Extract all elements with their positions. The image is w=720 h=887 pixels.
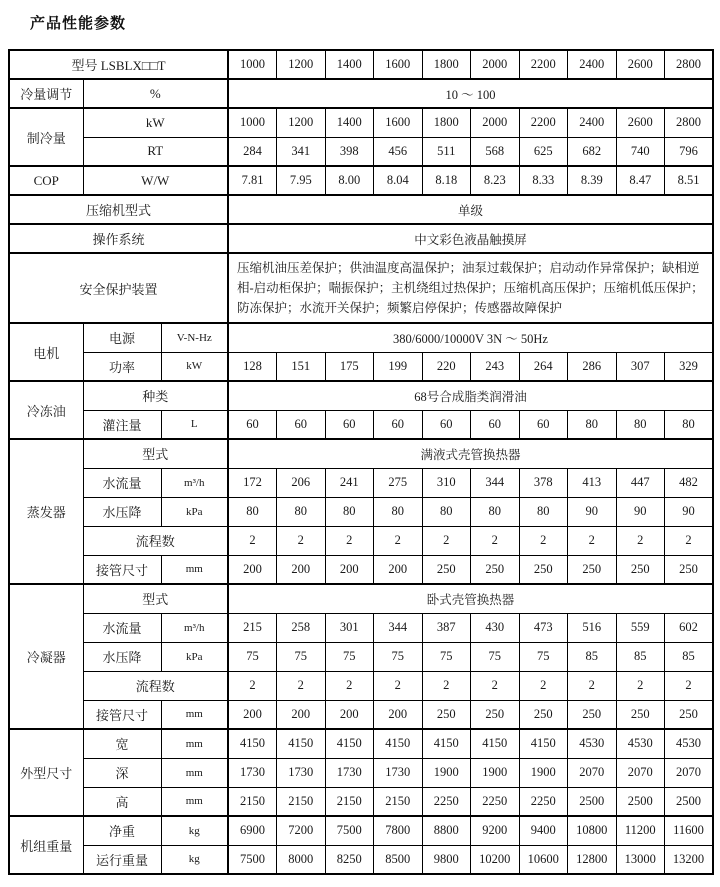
row-label-cell: 流程数: [83, 671, 228, 700]
value-cell: 310: [422, 468, 471, 497]
value-cell: 128: [228, 352, 277, 381]
value-cell: 2: [519, 671, 568, 700]
table-row: [9, 671, 713, 700]
value-cell: 250: [422, 700, 471, 729]
value-cell: 2600: [616, 108, 665, 137]
value-cell: 80: [665, 410, 714, 439]
value-cell: 7200: [277, 816, 326, 845]
value-cell: 68号合成脂类润滑油: [228, 381, 713, 410]
row-label-cell: %: [83, 79, 228, 108]
value-cell: 2: [568, 671, 617, 700]
row-label-cell: 高: [83, 787, 161, 816]
value-cell: 9800: [422, 845, 471, 874]
value-cell: 199: [374, 352, 423, 381]
page-title: 产品性能参数: [30, 16, 127, 32]
value-cell: 378: [519, 468, 568, 497]
value-cell: 264: [519, 352, 568, 381]
value-cell: 2: [325, 671, 374, 700]
value-cell: 7500: [325, 816, 374, 845]
value-cell: 250: [665, 700, 714, 729]
value-cell: 90: [568, 497, 617, 526]
value-cell: 8.00: [325, 166, 374, 195]
value-cell: 80: [422, 497, 471, 526]
value-cell: 2150: [228, 787, 277, 816]
table-row: [9, 410, 713, 439]
value-cell: 4530: [616, 729, 665, 758]
model-cell: 2200: [519, 50, 568, 79]
value-cell: 2800: [665, 108, 714, 137]
table-row: [9, 497, 713, 526]
value-cell: 200: [374, 700, 423, 729]
value-cell: 85: [665, 642, 714, 671]
value-cell: 2000: [471, 108, 520, 137]
row-label-cell: 冷量调节: [9, 79, 83, 108]
value-cell: 200: [374, 555, 423, 584]
value-cell: 4150: [325, 729, 374, 758]
value-cell: 175: [325, 352, 374, 381]
value-cell: 200: [228, 555, 277, 584]
value-cell: 473: [519, 613, 568, 642]
unit-cell: mm: [161, 555, 228, 584]
value-cell: 250: [665, 555, 714, 584]
value-cell: 4150: [374, 729, 423, 758]
value-cell: 2: [471, 671, 520, 700]
value-cell: 75: [471, 642, 520, 671]
unit-cell: kg: [161, 845, 228, 874]
table-row: [9, 468, 713, 497]
row-label-cell: 接管尺寸: [83, 555, 161, 584]
value-cell: 516: [568, 613, 617, 642]
value-cell: 456: [374, 137, 423, 166]
model-cell: 1800: [422, 50, 471, 79]
value-cell: 1900: [471, 758, 520, 787]
value-cell: 1900: [519, 758, 568, 787]
value-cell: 2: [665, 671, 714, 700]
value-cell: 151: [277, 352, 326, 381]
value-cell: 2: [471, 526, 520, 555]
value-cell: 8.18: [422, 166, 471, 195]
value-cell: 6900: [228, 816, 277, 845]
value-cell: 2150: [374, 787, 423, 816]
value-cell: 9200: [471, 816, 520, 845]
row-label-cell: 蒸发器: [9, 439, 83, 584]
table-row: [9, 642, 713, 671]
value-cell: 10600: [519, 845, 568, 874]
value-cell: 75: [422, 642, 471, 671]
value-cell: 2500: [616, 787, 665, 816]
table-row: [9, 584, 713, 613]
value-cell: 215: [228, 613, 277, 642]
row-label-cell: 安全保护装置: [9, 253, 228, 323]
value-cell: 8.33: [519, 166, 568, 195]
value-cell: 2: [374, 671, 423, 700]
value-cell: 250: [616, 700, 665, 729]
unit-cell: mm: [161, 758, 228, 787]
row-label-cell: 接管尺寸: [83, 700, 161, 729]
row-label-cell: 冷凝器: [9, 584, 83, 729]
row-label-cell: 水压降: [83, 642, 161, 671]
value-cell: 2: [277, 671, 326, 700]
value-cell: 682: [568, 137, 617, 166]
value-cell: 80: [374, 497, 423, 526]
row-label-cell: 型式: [83, 439, 228, 468]
value-cell: 511: [422, 137, 471, 166]
value-cell: 2: [568, 526, 617, 555]
row-label-cell: 冷冻油: [9, 381, 83, 439]
value-cell: 60: [422, 410, 471, 439]
value-cell: 1000: [228, 108, 277, 137]
value-cell: 80: [228, 497, 277, 526]
table-row: [9, 224, 713, 253]
value-cell: 11600: [665, 816, 714, 845]
model-header-cell: 型号 LSBLX□□T: [9, 50, 228, 79]
value-cell: 10 ～ 100: [228, 79, 713, 108]
unit-cell: kPa: [161, 497, 228, 526]
table-row: [9, 787, 713, 816]
value-cell: 206: [277, 468, 326, 497]
value-cell: 286: [568, 352, 617, 381]
value-cell: 60: [228, 410, 277, 439]
value-cell: 8.51: [665, 166, 714, 195]
value-cell: 8.47: [616, 166, 665, 195]
value-cell: 250: [471, 700, 520, 729]
value-cell: 8250: [325, 845, 374, 874]
value-cell: 625: [519, 137, 568, 166]
value-cell: 13200: [665, 845, 714, 874]
table-row: [9, 613, 713, 642]
table-row: [9, 195, 713, 224]
value-cell: 4150: [422, 729, 471, 758]
value-cell: 4150: [471, 729, 520, 758]
unit-cell: V-N-Hz: [161, 323, 228, 352]
value-cell: 13000: [616, 845, 665, 874]
value-cell: 329: [665, 352, 714, 381]
value-cell: 1600: [374, 108, 423, 137]
value-cell: 2400: [568, 108, 617, 137]
model-cell: 1000: [228, 50, 277, 79]
value-cell: 卧式壳管换热器: [228, 584, 713, 613]
value-cell: 2: [422, 671, 471, 700]
spec-table-body: [9, 50, 713, 874]
row-label-cell: W/W: [83, 166, 228, 195]
table-row: [9, 526, 713, 555]
value-cell: 75: [277, 642, 326, 671]
value-cell: 1900: [422, 758, 471, 787]
unit-cell: kW: [161, 352, 228, 381]
value-cell: 740: [616, 137, 665, 166]
value-cell: 8000: [277, 845, 326, 874]
table-row: [9, 108, 713, 137]
model-cell: 2400: [568, 50, 617, 79]
value-cell: 1730: [228, 758, 277, 787]
row-label-cell: 种类: [83, 381, 228, 410]
table-row: [9, 439, 713, 468]
value-cell: 430: [471, 613, 520, 642]
value-cell: 80: [519, 497, 568, 526]
value-cell: 200: [277, 700, 326, 729]
row-label-cell: 电机: [9, 323, 83, 381]
value-cell: 4530: [568, 729, 617, 758]
value-cell: 243: [471, 352, 520, 381]
value-cell: 200: [325, 700, 374, 729]
value-cell: 2: [616, 671, 665, 700]
value-cell: 2: [616, 526, 665, 555]
row-label-cell: 功率: [83, 352, 161, 381]
value-cell: 1730: [374, 758, 423, 787]
table-row: [9, 79, 713, 108]
value-cell: 60: [325, 410, 374, 439]
value-cell: 602: [665, 613, 714, 642]
value-cell: 4150: [228, 729, 277, 758]
row-label-cell: 净重: [83, 816, 161, 845]
value-cell: 2: [422, 526, 471, 555]
unit-cell: kPa: [161, 642, 228, 671]
value-cell: 7800: [374, 816, 423, 845]
row-label-cell: 机组重量: [9, 816, 83, 874]
row-label-cell: COP: [9, 166, 83, 195]
value-cell: 250: [568, 700, 617, 729]
value-cell: 4150: [277, 729, 326, 758]
row-label-cell: 外型尺寸: [9, 729, 83, 816]
value-cell: 8500: [374, 845, 423, 874]
unit-cell: mm: [161, 729, 228, 758]
value-cell: 398: [325, 137, 374, 166]
value-cell: 90: [616, 497, 665, 526]
value-cell: 341: [277, 137, 326, 166]
value-cell: 284: [228, 137, 277, 166]
value-cell: 2: [277, 526, 326, 555]
value-cell: 1400: [325, 108, 374, 137]
value-cell: 9400: [519, 816, 568, 845]
value-cell: 2: [325, 526, 374, 555]
unit-cell: kg: [161, 816, 228, 845]
row-label-cell: 灌注量: [83, 410, 161, 439]
value-cell: 75: [228, 642, 277, 671]
value-cell: 2: [228, 671, 277, 700]
value-cell: 4150: [519, 729, 568, 758]
value-cell: 80: [616, 410, 665, 439]
unit-cell: L: [161, 410, 228, 439]
row-label-cell: kW: [83, 108, 228, 137]
value-cell: 60: [374, 410, 423, 439]
value-cell: 559: [616, 613, 665, 642]
row-label-cell: 电源: [83, 323, 161, 352]
row-label-cell: 运行重量: [83, 845, 161, 874]
row-label-cell: 压缩机型式: [9, 195, 228, 224]
value-cell: 2070: [616, 758, 665, 787]
value-cell: 307: [616, 352, 665, 381]
model-cell: 2600: [616, 50, 665, 79]
value-cell: 796: [665, 137, 714, 166]
value-cell: 1730: [325, 758, 374, 787]
table-row: [9, 845, 713, 874]
value-cell: 2150: [277, 787, 326, 816]
value-cell: 250: [471, 555, 520, 584]
value-cell: 250: [422, 555, 471, 584]
table-row: [9, 253, 713, 323]
value-cell: 200: [277, 555, 326, 584]
value-cell: 2250: [422, 787, 471, 816]
row-label-cell: 深: [83, 758, 161, 787]
table-row: [9, 137, 713, 166]
spec-table: [8, 49, 714, 875]
value-cell: 80: [325, 497, 374, 526]
table-row: [9, 166, 713, 195]
table-row: [9, 555, 713, 584]
value-cell: 4530: [665, 729, 714, 758]
row-label-cell: 水流量: [83, 468, 161, 497]
value-cell: 12800: [568, 845, 617, 874]
value-cell: 80: [277, 497, 326, 526]
value-cell: 2070: [665, 758, 714, 787]
value-cell: 90: [665, 497, 714, 526]
value-cell: 7500: [228, 845, 277, 874]
unit-cell: m³/h: [161, 613, 228, 642]
value-cell: 80: [568, 410, 617, 439]
model-cell: 2000: [471, 50, 520, 79]
unit-cell: mm: [161, 700, 228, 729]
value-cell: 2150: [325, 787, 374, 816]
value-cell: 172: [228, 468, 277, 497]
value-cell: 568: [471, 137, 520, 166]
value-cell: 344: [374, 613, 423, 642]
value-cell: 220: [422, 352, 471, 381]
value-cell: 241: [325, 468, 374, 497]
value-cell: 2250: [471, 787, 520, 816]
row-label-cell: 操作系统: [9, 224, 228, 253]
value-cell: 60: [471, 410, 520, 439]
value-cell: 2500: [665, 787, 714, 816]
value-cell: 1800: [422, 108, 471, 137]
value-cell: 301: [325, 613, 374, 642]
value-cell: 8.39: [568, 166, 617, 195]
table-row: [9, 50, 713, 79]
table-row: [9, 816, 713, 845]
value-cell: 85: [616, 642, 665, 671]
unit-cell: mm: [161, 787, 228, 816]
model-cell: 2800: [665, 50, 714, 79]
value-cell: 7.81: [228, 166, 277, 195]
value-cell: 8.04: [374, 166, 423, 195]
value-cell: 482: [665, 468, 714, 497]
value-cell: 7.95: [277, 166, 326, 195]
row-label-cell: RT: [83, 137, 228, 166]
value-cell: 2: [374, 526, 423, 555]
row-label-cell: 流程数: [83, 526, 228, 555]
table-row: [9, 758, 713, 787]
value-cell: 250: [568, 555, 617, 584]
value-cell: 2250: [519, 787, 568, 816]
unit-cell: m³/h: [161, 468, 228, 497]
model-cell: 1600: [374, 50, 423, 79]
row-label-cell: 型式: [83, 584, 228, 613]
value-cell: 满液式壳管换热器: [228, 439, 713, 468]
value-cell: 387: [422, 613, 471, 642]
value-cell: 中文彩色液晶触摸屏: [228, 224, 713, 253]
table-row: [9, 729, 713, 758]
value-cell: 250: [519, 700, 568, 729]
value-cell: 275: [374, 468, 423, 497]
value-cell: 2200: [519, 108, 568, 137]
value-cell: 10200: [471, 845, 520, 874]
row-label-cell: 水流量: [83, 613, 161, 642]
value-cell: 250: [616, 555, 665, 584]
value-cell: 2: [665, 526, 714, 555]
row-label-cell: 宽: [83, 729, 161, 758]
value-cell: 258: [277, 613, 326, 642]
value-cell: 75: [325, 642, 374, 671]
value-cell: 2: [228, 526, 277, 555]
value-cell: 447: [616, 468, 665, 497]
table-row: [9, 700, 713, 729]
value-cell: 1200: [277, 108, 326, 137]
value-cell: 344: [471, 468, 520, 497]
value-cell: 380/6000/10000V 3N ～ 50Hz: [228, 323, 713, 352]
value-cell: 200: [325, 555, 374, 584]
model-cell: 1400: [325, 50, 374, 79]
table-row: [9, 352, 713, 381]
row-label-cell: 水压降: [83, 497, 161, 526]
value-cell: 60: [519, 410, 568, 439]
model-cell: 1200: [277, 50, 326, 79]
value-cell: 10800: [568, 816, 617, 845]
table-row: [9, 381, 713, 410]
table-row: [9, 323, 713, 352]
value-cell: 2070: [568, 758, 617, 787]
value-cell: 8.23: [471, 166, 520, 195]
value-cell: 2500: [568, 787, 617, 816]
value-cell: 80: [471, 497, 520, 526]
value-cell: 11200: [616, 816, 665, 845]
value-cell: 250: [519, 555, 568, 584]
value-cell: 8800: [422, 816, 471, 845]
value-cell: 200: [228, 700, 277, 729]
value-cell: 60: [277, 410, 326, 439]
value-cell: 85: [568, 642, 617, 671]
value-cell: 2: [519, 526, 568, 555]
protection-text-cell: 压缩机油压差保护；供油温度高温保护；油泵过载保护；启动动作异常保护；缺相逆相-启动柜保护；喘振保护；主机绕组过热保护；压缩机高压保护；压缩机低压保护；防冻保护；水流开关保护；频繁启停保护；传感器故障保护: [228, 253, 713, 323]
value-cell: 1730: [277, 758, 326, 787]
value-cell: 413: [568, 468, 617, 497]
row-label-cell: 制冷量: [9, 108, 83, 166]
value-cell: 75: [374, 642, 423, 671]
value-cell: 75: [519, 642, 568, 671]
value-cell: 单级: [228, 195, 713, 224]
